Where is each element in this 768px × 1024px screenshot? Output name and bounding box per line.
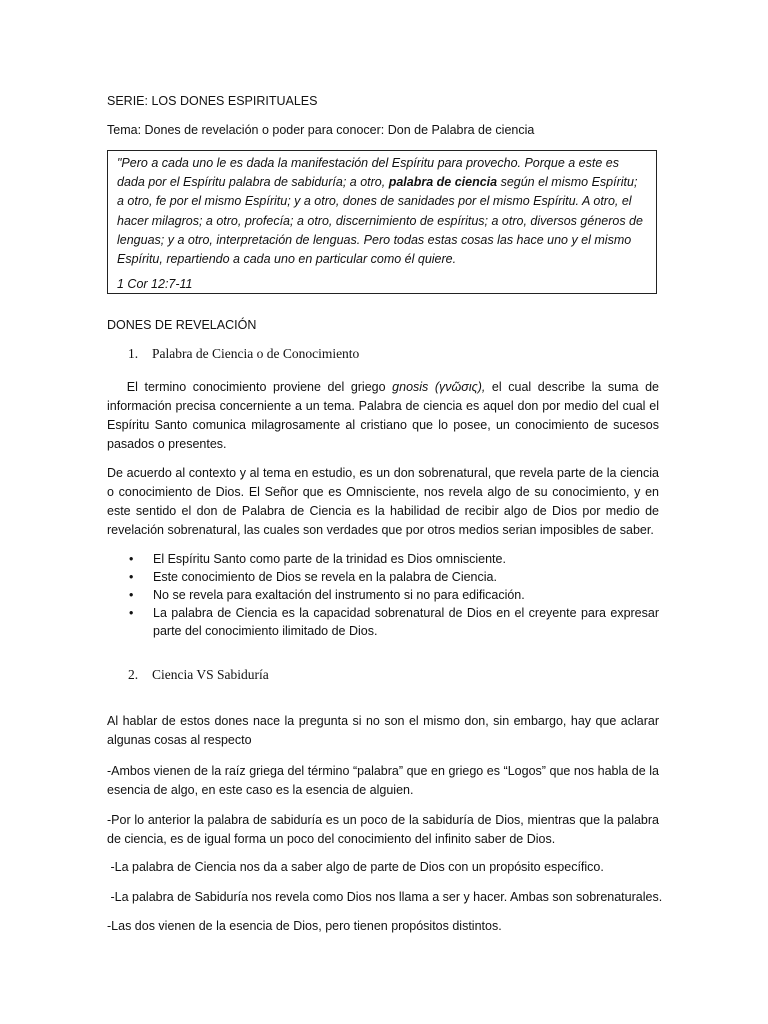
section-2-title: Ciencia VS Sabiduría [152,667,269,682]
list-item [107,586,659,604]
paragraph-question: Al hablar de estos dones nace la pregunta si no son el mismo don, sin embargo, hay que aclarar algunas cosas al respecto [107,714,659,747]
bullet-icon: • [129,570,134,584]
bullet-icon: • [129,588,134,602]
scripture-reference: 1 Cor 12:7-11 [117,277,193,292]
section-1-title: Palabra de Ciencia o de Conocimiento [152,346,360,361]
section-2-number: 2. [128,667,139,682]
paragraph-gnosis-end: el cual describe la suma de información precisa concerniente a un tema. Palabra de ciencia es aquel don por medio del cual el Espíritu Santo comunica milagrosamente al cristiano que lo posee, un conocimiento de sucesos pasados o presentes. [107,380,659,451]
paragraph-comparison: -Por lo anterior la palabra de sabiduría es un poco de la sabiduría de Dios, mientras que la palabra de ciencia, es de igual forma un poco del conocimiento del infinito saber de Dios. [107,813,659,846]
scripture-quote-box [107,150,657,294]
section-2-heading [128,667,269,683]
paragraph-sabiduria-purpose: -La palabra de Sabiduría nos revela como Dios nos llama a ser y hacer. Ambas son sobrenaturales. [107,890,663,904]
section-1-heading [128,346,359,362]
section-group-heading: DONES DE REVELACIÓN [107,318,257,332]
list-item-text: Este conocimiento de Dios se revela en la palabra de Ciencia. [153,570,497,584]
list-item-text: La palabra de Ciencia es la capacidad sobrenatural de Dios en el creyente para expresar parte del conocimiento ilimitado de Dios. [153,606,659,638]
scripture-quote-text [117,154,647,269]
list-item-text: El Espíritu Santo como parte de la trinidad es Dios omnisciente. [153,552,506,566]
paragraph-gnosis-start: El termino conocimiento proviene del griego [107,380,393,394]
paragraph-gnosis [107,378,659,454]
quote-part-1: "Pero a cada uno le es dada la manifestación del Espíritu para provecho. Porque a este es dada por el Espíritu palabra de sabiduría; a otro, [117,156,619,190]
paragraph-conclusion: -Las dos vienen de la esencia de Dios, pero tienen propósitos distintos. [107,919,502,933]
list-item [107,568,659,586]
list-item [107,550,659,568]
quote-part-2: según el mismo Espíritu; a otro, fe por el mismo Espíritu; y a otro, dones de sanidades por el mismo Espíritu. A otro, el hacer milagros; a otro, profecía; a otro, discernimiento de espíritus; a otro, diversos géneros de lenguas; y a otro, interpretación de lenguas. Pero todas estas cosas las hace uno y el mismo Espíritu, repartiendo a cada uno en particular como él quiere. [117,175,643,267]
topic-line: Tema: Dones de revelación o poder para conocer: Don de Palabra de ciencia [107,123,535,137]
paragraph-context: De acuerdo al contexto y al tema en estudio, es un don sobrenatural, que revela parte de la ciencia o conocimiento de Dios. El Señor que es Omnisciente, nos revela algo de su conocimiento, y en este sentido el don de Palabra de Ciencia es la habilidad de recibir algo de Dios por medio de revelación sobrenatural, las cuales son verdades que por otros medios serian imposibles de saber. [107,466,659,537]
paragraph-ciencia-purpose: -La palabra de Ciencia nos da a saber algo de parte de Dios con un propósito específico. [107,860,604,874]
bullet-list [107,550,659,640]
section-1-number: 1. [128,346,139,361]
quote-bold-phrase: palabra de ciencia [388,175,498,190]
greek-term: gnosis (γνῶσις), [392,380,486,394]
bullet-icon: • [129,606,134,620]
series-title: SERIE: LOS DONES ESPIRITUALES [107,94,318,108]
bullet-icon: • [129,552,134,566]
list-item-text: No se revela para exaltación del instrumento si no para edificación. [153,588,525,602]
list-item [107,604,659,640]
paragraph-logos: -Ambos vienen de la raíz griega del término “palabra” que en griego es “Logos” que nos habla de la esencia de algo, en este caso es la esencia de alguien. [107,764,659,797]
